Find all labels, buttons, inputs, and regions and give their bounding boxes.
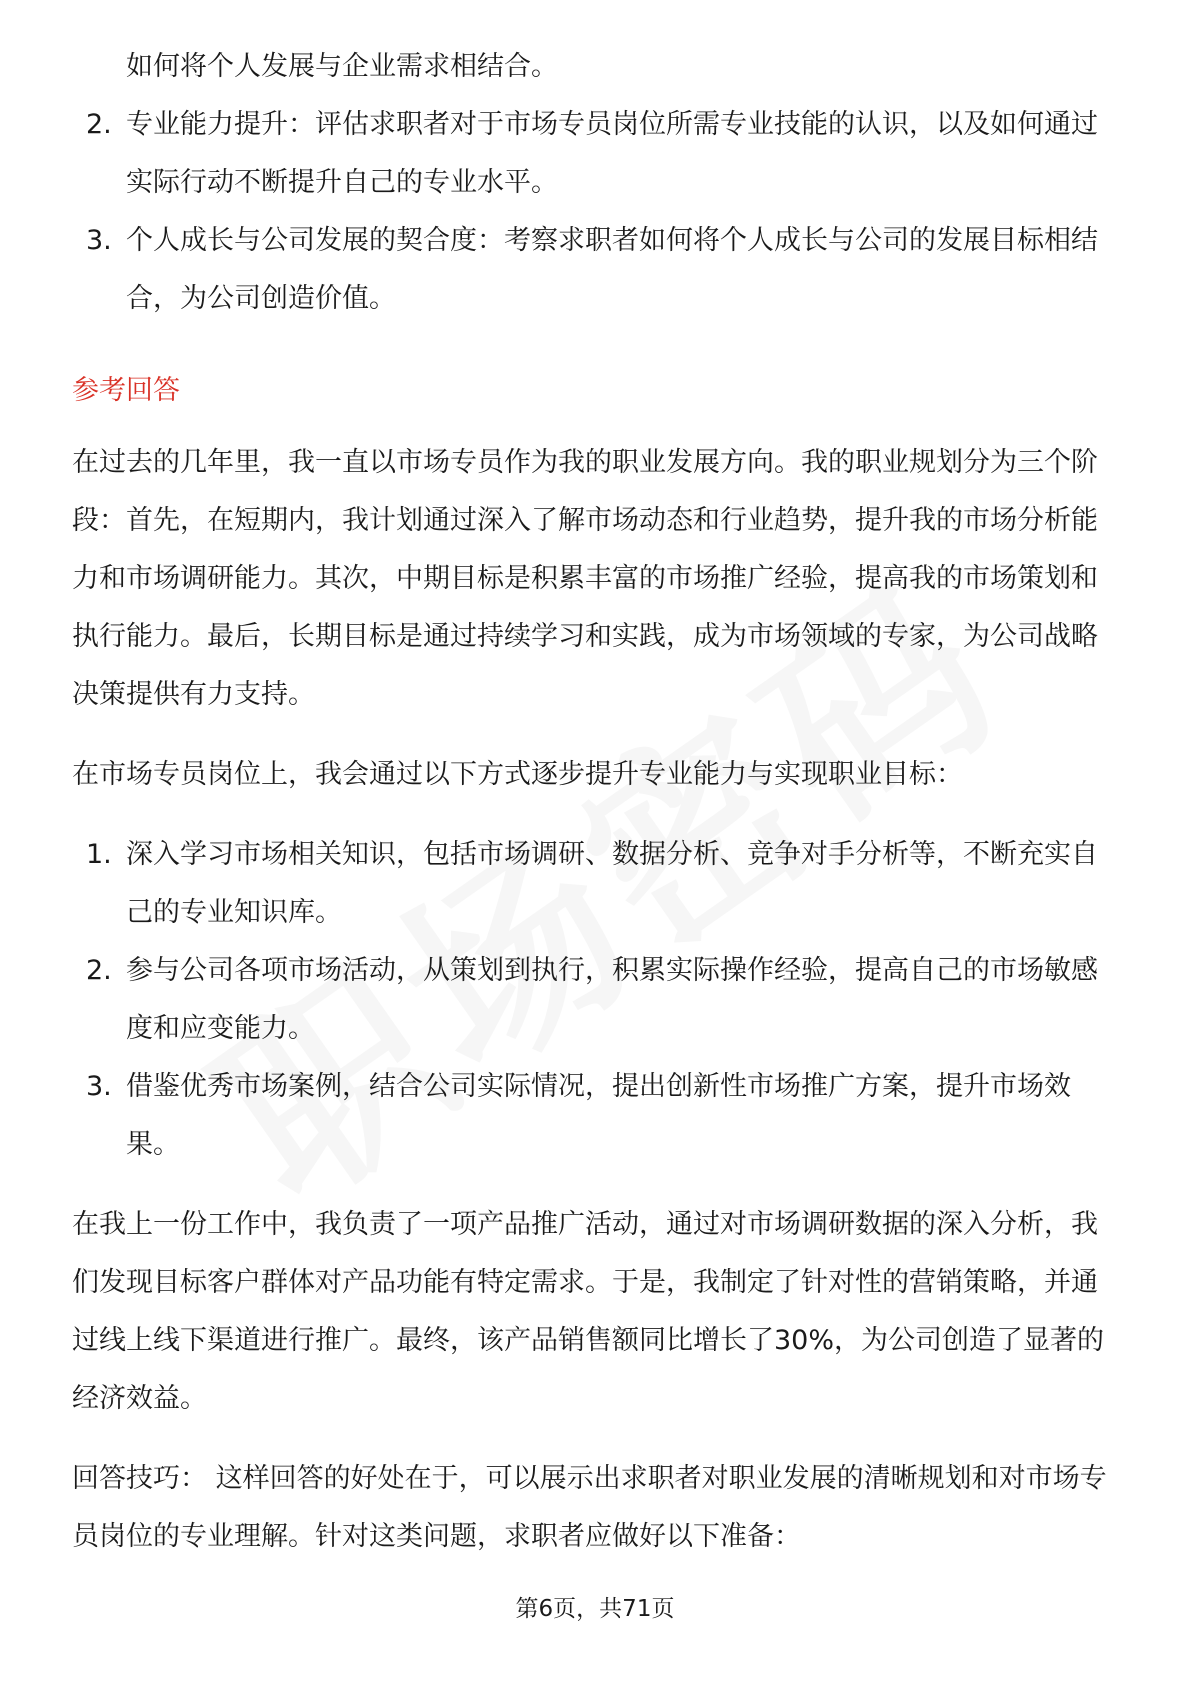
page-number: 第6页，共71页 — [515, 1596, 675, 1622]
list-number: 2. — [86, 955, 112, 986]
list-item-text: 深入学习市场相关知识，包括市场调研、数据分析、竞争对手分析等，不断充实自己的专业知识库。 — [126, 839, 1098, 928]
answer-paragraph: 在我上一份工作中，我负责了一项产品推广活动，通过对市场调研数据的深入分析，我们发现目标客户群体对产品功能有特定需求。于是，我制定了针对性的营销策略，并通过线上线下渠道进行推广。最终，该产品销售额同比增长了30%，为公司创造了显著的经济效益。 — [72, 1209, 1105, 1414]
list-number: 3. — [86, 225, 112, 256]
list-item-continuation: 如何将个人发展与企业需求相结合。 — [126, 51, 558, 82]
list-item-text: 专业能力提升：评估求职者对于市场专员岗位所需专业技能的认识，以及如何通过实际行动不断提升自己的专业水平。 — [126, 109, 1098, 198]
list-number: 3. — [86, 1071, 112, 1102]
answer-paragraph: 在过去的几年里，我一直以市场专员作为我的职业发展方向。我的职业规划分为三个阶段：首先，在短期内，我计划通过深入了解市场动态和行业趋势，提升我的市场分析能力和市场调研能力。其次，中期目标是积累丰富的市场推广经验，提高我的市场策划和执行能力。最后，长期目标是通过持续学习和实践，成为市场领域的专家，为公司战略决策提供有力支持。 — [72, 447, 1098, 710]
list-item — [72, 942, 1122, 1058]
answer-list — [72, 826, 1122, 1174]
evaluation-points-list — [72, 96, 1122, 328]
answer-paragraph: 在市场专员岗位上，我会通过以下方式逐步提升专业能力与实现职业目标： — [72, 759, 963, 790]
page-content — [72, 38, 1122, 1588]
section-heading: 参考回答 — [72, 375, 180, 406]
list-item — [72, 826, 1122, 942]
tips-paragraph: 回答技巧： 这样回答的好处在于，可以展示出求职者对职业发展的清晰规划和对市场专员岗位的专业理解。针对这类问题，求职者应做好以下准备： — [72, 1463, 1107, 1552]
list-number: 1. — [86, 839, 112, 870]
list-item-text: 借鉴优秀市场案例，结合公司实际情况，提出创新性市场推广方案，提升市场效果。 — [126, 1071, 1071, 1160]
list-item — [72, 96, 1122, 212]
list-item-text: 个人成长与公司发展的契合度：考察求职者如何将个人成长与公司的发展目标相结合，为公司创造价值。 — [126, 225, 1098, 314]
list-number: 2. — [86, 109, 112, 140]
list-item — [72, 212, 1122, 328]
list-item — [72, 1058, 1122, 1174]
list-item-text: 参与公司各项市场活动，从策划到执行，积累实际操作经验，提高自己的市场敏感度和应变能力。 — [126, 955, 1098, 1044]
